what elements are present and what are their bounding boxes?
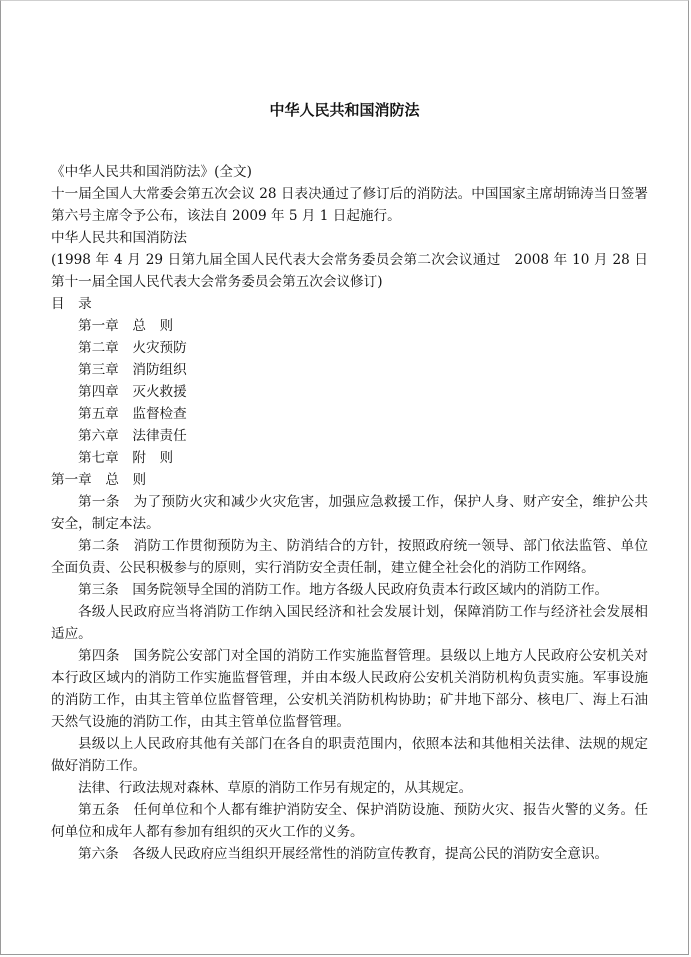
article-paragraph: 县级以上人民政府其他有关部门在各自的职责范围内，依照本法和其他相关法律、法规的规定做好消防工作。 xyxy=(51,736,648,774)
toc-item: 第二章 火灾预防 xyxy=(78,340,187,356)
article-paragraph: 第六条 各级人民政府应当组织开展经常性的消防宣传教育，提高公民的消防安全意识。 xyxy=(78,846,609,862)
chapter-heading: 第一章 总 则 xyxy=(51,472,147,488)
toc-item: 第四章 灭火救援 xyxy=(78,384,187,400)
document-title: 中华人民共和国消防法 xyxy=(269,101,420,119)
article-paragraph: 第一条 为了预防火灾和减少火灾危害，加强应急救援工作，保护人身、财产安全，维护公共安全，制定本法。 xyxy=(51,494,648,532)
toc-item: 第七章 附 则 xyxy=(78,450,174,466)
toc-item: 第一章 总 则 xyxy=(78,318,174,334)
article-paragraph: 法律、行政法规对森林、草原的消防工作另有规定的，从其规定。 xyxy=(78,780,473,796)
article-paragraph: 第五条 任何单位和个人都有维护消防安全、保护消防设施、预防火灾、报告火警的义务。任何单位和成年人都有参加有组织的灭火工作的义务。 xyxy=(51,802,648,840)
article-paragraph: 第二条 消防工作贯彻预防为主、防消结合的方针，按照政府统一领导、部门依法监管、单位全面负责、公民积极参与的原则，实行消防安全责任制，建立健全社会化的消防工作网络。 xyxy=(51,538,648,576)
article-paragraph: 第四条 国务院公安部门对全国的消防工作实施监督管理。县级以上地方人民政府公安机关对本行政区域内的消防工作实施监督管理，并由本级人民政府公安机关消防机构负责实施。军事设施的消防工作，由其主管单位监督管理，公安机关消防机构协助；矿井地下部分、核电厂、海上石油天然气设施的消防工作，由其主管单位监督管理。 xyxy=(51,648,648,730)
document-body xyxy=(51,161,648,865)
toc-item: 第五章 监督检查 xyxy=(78,406,187,422)
toc-item: 第六章 法律责任 xyxy=(78,428,187,444)
toc-heading: 目 录 xyxy=(51,296,92,312)
law-name: 中华人民共和国消防法 xyxy=(51,230,187,246)
toc-item: 第三章 消防组织 xyxy=(78,362,187,378)
intro-paragraph: 十一届全国人大常委会第五次会议 28 日表决通过了修订后的消防法。中国国家主席胡锦涛当日签署第六号主席令予公布，该法自 2009 年 5 月 1 日起施行。 xyxy=(51,186,648,224)
toc-list xyxy=(51,315,648,469)
adoption-note: (1998 年 4 月 29 日第九届全国人民代表大会常务委员会第二次会议通过 2008 年 10 月 28 日第十一届全国人民代表大会常务委员会第五次会议修订) xyxy=(51,252,648,290)
intro-line: 《中华人民共和国消防法》(全文) xyxy=(51,164,252,180)
article-paragraph: 第三条 国务院领导全国的消防工作。地方各级人民政府负责本行政区域内的消防工作。 xyxy=(78,582,609,598)
article-paragraph: 各级人民政府应当将消防工作纳入国民经济和社会发展计划，保障消防工作与经济社会发展相适应。 xyxy=(51,604,648,642)
